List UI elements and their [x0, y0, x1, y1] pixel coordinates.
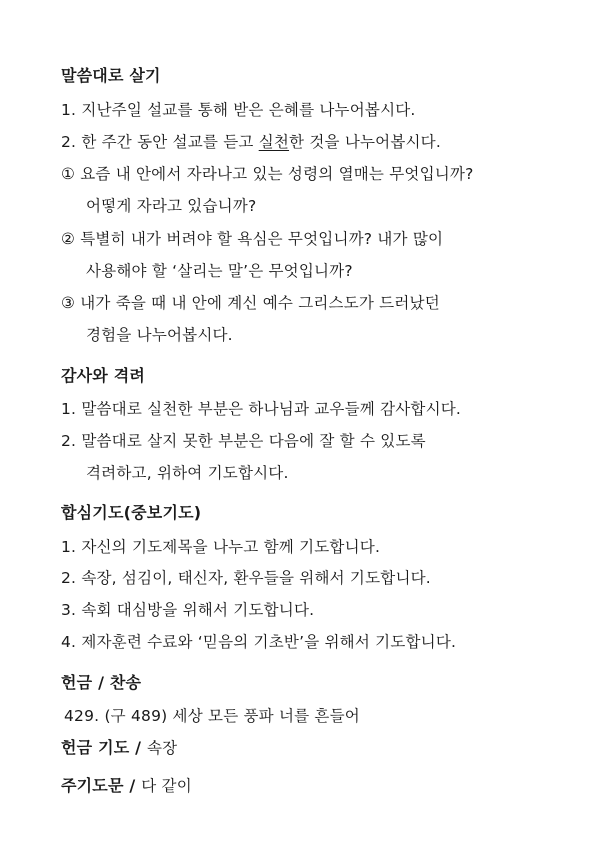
- question-item: ② 특별히 내가 버려야 할 욕심은 무엇입니까? 내가 많이: [61, 230, 444, 248]
- list-item: 4. 제자훈련 수료와 ‘믿음의 기초반’을 위해서 기도합니다.: [61, 633, 457, 651]
- underlined-word: 실천: [258, 133, 290, 151]
- question-item-continued: 사용해야 할 ‘살리는 말’은 무엇입니까?: [86, 262, 353, 280]
- section-heading-living-by-word: 말씀대로 살기: [61, 66, 161, 85]
- section-heading-offering-prayer: 헌금 기도 /: [61, 738, 147, 757]
- section-heading-united-prayer: 합심기도(중보기도): [61, 503, 202, 522]
- section-heading-thanks-encouragement: 감사와 격려: [61, 366, 146, 385]
- lords-prayer-line: [61, 776, 192, 796]
- list-item: 1. 자신의 기도제목을 나누고 함께 기도합니다.: [61, 538, 381, 556]
- list-item: 1. 말씀대로 실천한 부분은 하나님과 교우들께 감사합시다.: [61, 400, 462, 418]
- section-heading-offering-hymn: 헌금 / 찬송: [61, 673, 142, 692]
- offering-prayer-leader: 속장: [146, 739, 178, 757]
- question-item: ③ 내가 죽을 때 내 안에 계신 예수 그리스도가 드러났던: [61, 294, 440, 312]
- list-item: 1. 지난주일 설교를 통해 받은 은혜를 나누어봅시다.: [61, 101, 416, 119]
- list-item-continued: 격려하고, 위하여 기도합시다.: [86, 464, 289, 482]
- text-segment: 2. 한 주간 동안 설교를 듣고: [61, 133, 259, 151]
- lords-prayer-participants: 다 같이: [141, 777, 192, 795]
- text-segment: 한 것을 나누어봅시다.: [289, 133, 441, 151]
- hymn-number-title: 429. (구 489) 세상 모든 풍파 너를 흔들어: [64, 707, 360, 725]
- list-item: 3. 속회 대심방을 위해서 기도합니다.: [61, 601, 315, 619]
- list-item: [61, 132, 441, 152]
- list-item: 2. 속장, 섬김이, 태신자, 환우들을 위해서 기도합니다.: [61, 569, 431, 587]
- offering-prayer-line: [61, 738, 177, 758]
- section-heading-lords-prayer: 주기도문 /: [61, 776, 142, 795]
- question-item-continued: 경험을 나누어봅시다.: [86, 326, 233, 344]
- question-item-continued: 어떻게 자라고 있습니까?: [86, 197, 257, 215]
- list-item: 2. 말씀대로 살지 못한 부분은 다음에 잘 할 수 있도록: [61, 432, 426, 450]
- question-item: ① 요즘 내 안에서 자라나고 있는 성령의 열매는 무엇입니까?: [61, 165, 474, 183]
